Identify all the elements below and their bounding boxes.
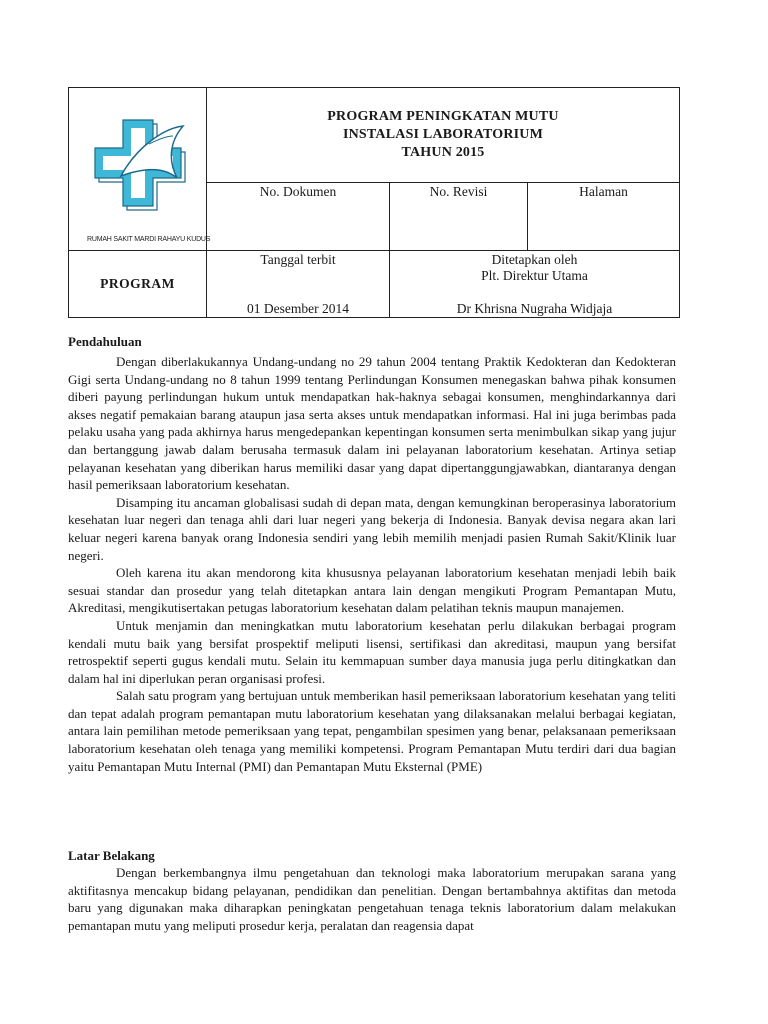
tanggal-terbit-value: 01 Desember 2014 [247, 301, 349, 316]
ditetapkan-oleh [390, 252, 679, 284]
pendahuluan-body [68, 353, 676, 775]
document-title [207, 108, 679, 162]
section-heading: Latar Belakang [68, 848, 155, 863]
document-header-table [68, 87, 680, 318]
latar-belakang-body [68, 864, 676, 934]
ditetapkan-role: Plt. Direktur Utama [481, 268, 588, 283]
title-line: TAHUN 2015 [401, 145, 485, 160]
cross-logo-icon [87, 106, 197, 234]
paragraph: Untuk menjamin dan meningkatkan mutu laboratorium kesehatan perlu dilakukan berbagai program kendali mutu baik yang bersifat prospektif meliputi lisensi, sertifikasi dan akreditasi, maupun yang bersifat retrospektif seperti gugus kendali mutu. Selain itu kemmapuan sumber daya manusia juga perlu ditingkatkan dan dalam hal ini diperlukan peran organisasi profesi. [68, 617, 676, 686]
section-heading: Pendahuluan [68, 334, 142, 349]
hospital-logo [87, 106, 211, 256]
title-line: PROGRAM PENINGKATAN MUTU [327, 109, 559, 124]
title-line: INSTALASI LABORATORIUM [342, 127, 544, 142]
paragraph: Salah satu program yang bertujuan untuk memberikan hasil pemeriksaan laboratorium kesehatan yang teliti dan tepat adalah program pemantapan mutu laboratorium kesehatan yang dilaksanakan melalui berbagai kegiatan, antara lain pemilihan metode pemeriksaan yang tepat, pengambilan spesimen yang benar, pelaksanaan pemeriksaan laboratorium kesehatan oleh tenaga yang memiliki kompetensi. Program Pemantapan Mutu terdiri dari dua bagian yaitu Pemantapan Mutu Internal (PMI) dan Pemantapan Mutu Eksternal (PME) [68, 688, 676, 774]
paragraph: Dengan berkembangnya ilmu pengetahuan dan teknologi maka laboratorium merupakan sarana yang aktifitasnya mencakup bidang pelayanan, pendidikan dan penelitian. Dengan bertambahnya aktifitas dan metoda baru yang digunakan maka diharapkan peningkatan pengetahuan tenaga teknis laboratorium dalam melakukan pemantapan mutu yang meliputi prosedur kerja, peralatan dan reagensia dapat [68, 865, 676, 933]
divider [206, 182, 679, 183]
no-revisi-label: No. Revisi [429, 184, 488, 199]
logo-caption: RUMAH SAKIT MARDI RAHAYU KUDUS [87, 236, 211, 243]
paragraph: Oleh karena itu akan mendorong kita khususnya pelayanan laboratorium kesehatan menjadi lebih baik sesuai standar dan prosedur yang telah ditetapkan antara lain dengan mengikuti Program Pemantapan Mutu, Akreditasi, mengikutisertakan petugas laboratorium kesehatan dalam pelatihan teknis maupun manajemen. [68, 565, 676, 616]
ditetapkan-label: Ditetapkan oleh [491, 252, 578, 267]
ditetapkan-name: Dr Khrisna Nugraha Widjaja [456, 301, 613, 316]
paragraph: Disamping itu ancaman globalisasi sudah di depan mata, dengan kemungkinan beroperasinya laboratorium kesehatan luar negeri dan tenaga ahli dari luar negeri yang bekerja di Indonesia. Banyak devisa negara akan lari keluar negeri karena banyak orang Indonesia sendiri yang lebih memilih menjadi pasien Rumah Sakit/Klinik luar negeri. [68, 494, 676, 563]
no-dokumen-label: No. Dokumen [259, 184, 337, 199]
halaman-label: Halaman [579, 184, 628, 199]
tanggal-terbit-label: Tanggal terbit [260, 252, 336, 267]
paragraph: Dengan diberlakukannya Undang-undang no 29 tahun 2004 tentang Praktik Kedokteran dan Kedokteran Gigi serta Undang-undang no 8 tahun 1999 tentang Perlindungan Konsumen menegaskan bahwa pihak konsumen diberi payung perlindungan hukum untuk mendapatkan hak-haknya sebagai konsumen, menghindarkannya dari akses negatif pemakaian barang ataupun jasa serta akses untuk mendapatkan informasi. Hal ini juga berimbas pada pelaku usaha yang pada akhirnya harus mengedepankan kepentingan konsumen serta menimbulkan sikap yang jujur dan bertanggung jawab dalam berusaha termasuk dalam ini pelayanan laboratorium kesehatan. Artinya setiap pelayanan kesehatan yang diberikan harus memiliki dasar yang dapat dipertanggungjawabkan, diantaranya dengan hasil pemeriksaan laboratorium kesehatan. [68, 354, 676, 493]
program-label: PROGRAM [100, 276, 175, 291]
